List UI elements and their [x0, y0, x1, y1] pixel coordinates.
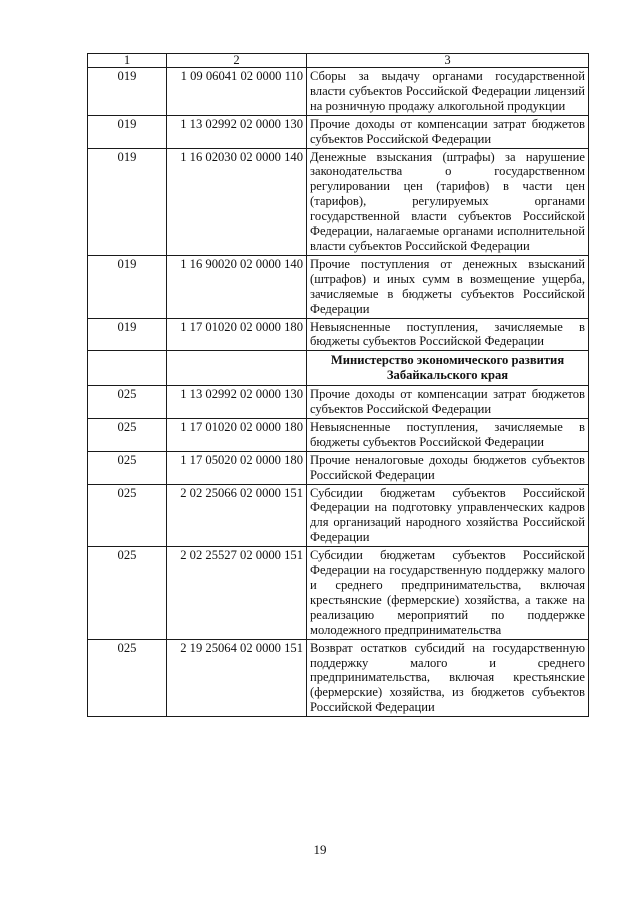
administrator-code: 019 — [88, 68, 167, 116]
income-description: Денежные взыскания (штрафы) за нарушение законодательства о государственном регулировании цен (тарифов) в части цен (тарифов), регулируемых органами государственной власти субъектов Российской Федерации, налагаемые органами исполнительной власти субъектов Российской Федерации — [307, 148, 589, 255]
table-row — [88, 639, 589, 717]
budget-classification-code: 1 16 02030 02 0000 140 — [167, 148, 307, 255]
income-codes-table — [87, 53, 589, 717]
administrator-code: 025 — [88, 451, 167, 484]
budget-classification-code: 1 17 01020 02 0000 180 — [167, 318, 307, 351]
table-row — [88, 451, 589, 484]
table-row — [88, 386, 589, 419]
income-description: Невыясненные поступления, зачисляемые в бюджеты субъектов Российской Федерации — [307, 318, 589, 351]
section-title: Министерство экономического развития Забайкальского края — [307, 351, 589, 386]
income-description: Прочие поступления от денежных взысканий (штрафов) и иных сумм в возмещение ущерба, зачисляемые в бюджеты субъектов Российской Федерации — [307, 255, 589, 318]
administrator-code: 019 — [88, 115, 167, 148]
income-description: Субсидии бюджетам субъектов Российской Федерации на подготовку управленческих кадров для организаций народного хозяйства Российской Федерации — [307, 484, 589, 547]
table-row — [88, 255, 589, 318]
income-description: Субсидии бюджетам субъектов Российской Федерации на государственную поддержку малого и среднего предпринимательства, включая крестьянские (фермерские) хозяйства, а также на реализацию мероприятий по поддержке молодежного предпринимательства — [307, 547, 589, 639]
column-number-1: 1 — [88, 54, 167, 68]
administrator-code: 025 — [88, 639, 167, 717]
administrator-code: 025 — [88, 418, 167, 451]
income-description: Прочие доходы от компенсации затрат бюджетов субъектов Российской Федерации — [307, 115, 589, 148]
table-header-row — [88, 54, 589, 68]
budget-classification-code: 2 19 25064 02 0000 151 — [167, 639, 307, 717]
page-number: 19 — [313, 842, 327, 857]
column-number-2: 2 — [167, 54, 307, 68]
table-row — [88, 318, 589, 351]
income-description: Прочие доходы от компенсации затрат бюджетов субъектов Российской Федерации — [307, 386, 589, 419]
table-row — [88, 547, 589, 639]
administrator-code: 019 — [88, 318, 167, 351]
administrator-code: 019 — [88, 148, 167, 255]
table-row — [88, 148, 589, 255]
budget-classification-code: 1 17 01020 02 0000 180 — [167, 418, 307, 451]
table-row — [88, 115, 589, 148]
budget-classification-code: 1 17 05020 02 0000 180 — [167, 451, 307, 484]
budget-classification-code: 2 02 25527 02 0000 151 — [167, 547, 307, 639]
income-description: Прочие неналоговые доходы бюджетов субъектов Российской Федерации — [307, 451, 589, 484]
budget-classification-code: 2 02 25066 02 0000 151 — [167, 484, 307, 547]
income-description: Возврат остатков субсидий на государственную поддержку малого и среднего предпринимательства, включая крестьянские (фермерские) хозяйства, из бюджетов субъектов Российской Федерации — [307, 639, 589, 717]
budget-classification-code: 1 13 02992 02 0000 130 — [167, 115, 307, 148]
table-row — [88, 484, 589, 547]
administrator-code: 025 — [88, 484, 167, 547]
table-row — [88, 68, 589, 116]
budget-classification-code: 1 13 02992 02 0000 130 — [167, 386, 307, 419]
administrator-code: 025 — [88, 386, 167, 419]
section-empty-cell — [167, 351, 307, 386]
administrator-code: 025 — [88, 547, 167, 639]
income-description: Сборы за выдачу органами государственной власти субъектов Российской Федерации лицензий на розничную продажу алкогольной продукции — [307, 68, 589, 116]
section-header-row — [88, 351, 589, 386]
section-empty-cell — [88, 351, 167, 386]
table-row — [88, 418, 589, 451]
column-number-3: 3 — [307, 54, 589, 68]
budget-classification-code: 1 16 90020 02 0000 140 — [167, 255, 307, 318]
administrator-code: 019 — [88, 255, 167, 318]
budget-classification-code: 1 09 06041 02 0000 110 — [167, 68, 307, 116]
income-description: Невыясненные поступления, зачисляемые в бюджеты субъектов Российской Федерации — [307, 418, 589, 451]
